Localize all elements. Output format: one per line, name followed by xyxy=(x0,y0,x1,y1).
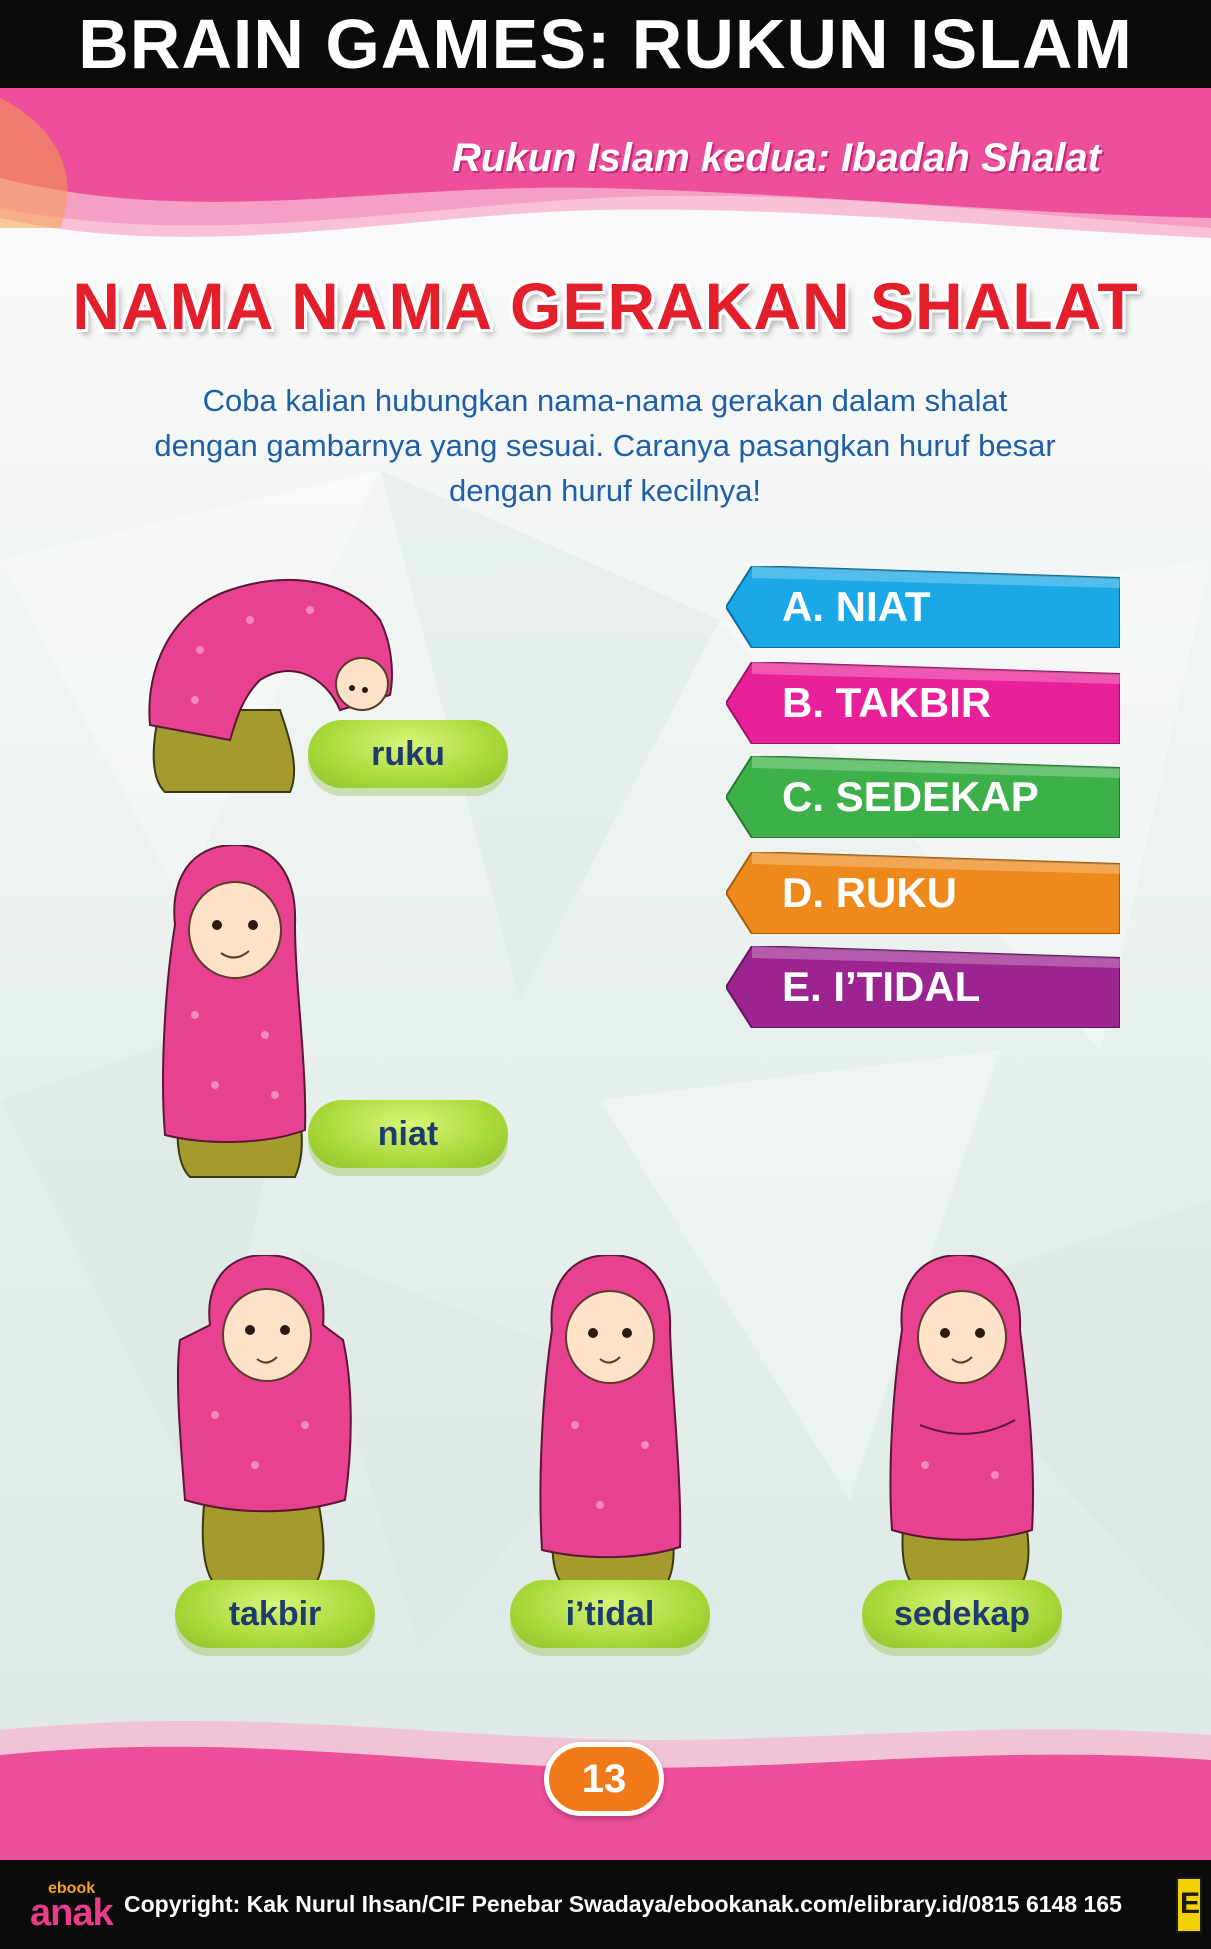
answer-a xyxy=(726,566,1120,648)
section-heading: NAMA NAMA GERAKAN SHALAT xyxy=(72,269,1139,343)
page-subtitle: Rukun Islam kedua: Ibadah Shalat xyxy=(451,136,1101,180)
answer-d xyxy=(726,852,1120,934)
answer-b xyxy=(726,662,1120,744)
answer-d-label: D. RUKU xyxy=(782,869,957,916)
arms-folded-figure xyxy=(880,1255,1040,1600)
page-title: BRAIN GAMES: RUKUN ISLAM xyxy=(78,5,1133,83)
ebookanak-logo: ebook anak xyxy=(30,1880,113,1934)
elibrary-badge: E xyxy=(1176,1877,1202,1933)
standing-figure xyxy=(155,845,315,1185)
copyright-text: Copyright: Kak Nurul Ihsan/CIF Penebar Swadaya/ebookanak.com/elibrary.id/0815 6148 165 xyxy=(124,1891,1122,1917)
figure-label-sedekap: sedekap xyxy=(862,1580,1062,1648)
figure-label-takbir: takbir xyxy=(175,1580,375,1648)
answer-c xyxy=(726,756,1120,838)
page-number: 13 xyxy=(544,1742,664,1816)
standing-straight-figure xyxy=(530,1255,690,1600)
answer-a-label: A. NIAT xyxy=(782,583,931,630)
answer-e-label: E. I’TIDAL xyxy=(782,963,981,1010)
figure-label-niat: niat xyxy=(308,1100,508,1168)
instructions-text: Coba kalian hubungkan nama-nama gerakan dalam shalat dengan gambarnya yang sesuai. Caranya pasangkan huruf besar dengan huruf kecilnya! xyxy=(154,383,1056,508)
hands-raised-figure xyxy=(175,1255,355,1600)
answer-c-label: C. SEDEKAP xyxy=(782,773,1039,820)
figure-label-itidal: i’tidal xyxy=(510,1580,710,1648)
answer-e xyxy=(726,946,1120,1028)
answer-b-label: B. TAKBIR xyxy=(782,679,992,726)
figure-label-ruku: ruku xyxy=(308,720,508,788)
